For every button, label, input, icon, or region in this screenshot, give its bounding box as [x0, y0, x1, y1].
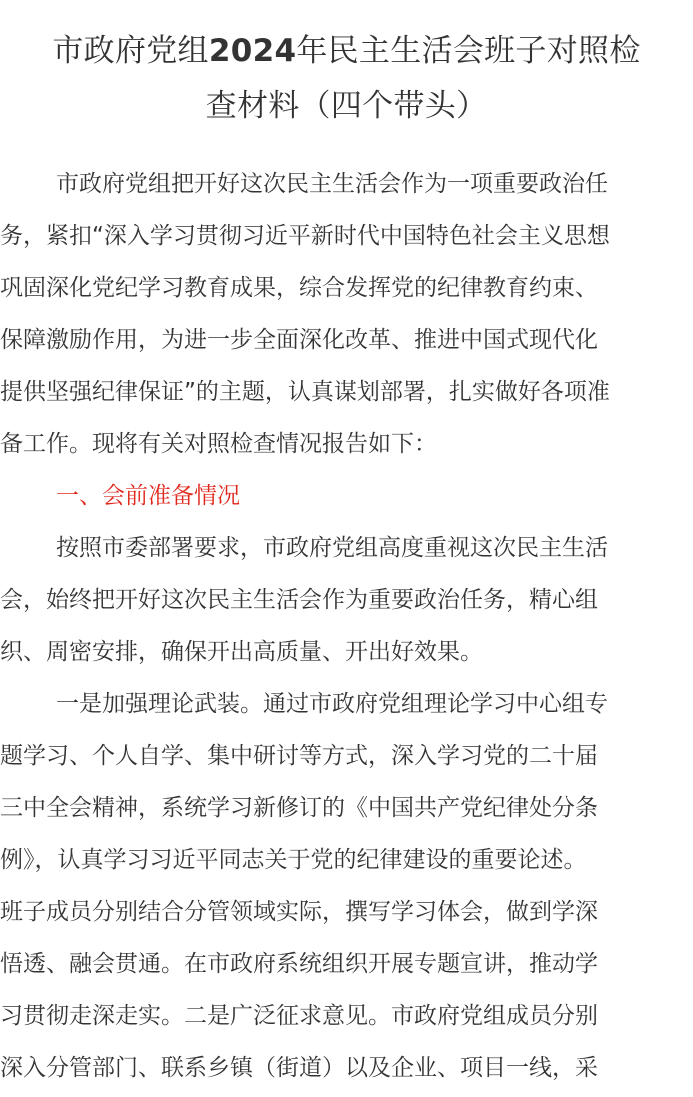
document-title-line-2: 查材料（四个带头） — [205, 88, 488, 124]
title-suffix: 年民主生活会班子对照检 — [296, 33, 641, 69]
paragraph-line: 悟透、融会贯通。在市政府系统组织开展专题宣讲，推动学 — [0, 951, 598, 977]
paragraph-line: 习贯彻走深走实。二是广泛征求意见。市政府党组成员分别 — [0, 1003, 598, 1029]
document-title-line-1 — [0, 34, 693, 68]
paragraph-line: 备工作。现将有关对照检查情况报告如下： — [0, 431, 437, 457]
paragraph-line: 织、周密安排，确保开出高质量、开出好效果。 — [0, 639, 483, 665]
paragraph-line: 市政府党组把开好这次民主生活会作为一项重要政治任 — [56, 171, 608, 197]
paragraph-line: 会，始终把开好这次民主生活会作为重要政治任务，精心组 — [0, 587, 598, 613]
paragraph-line: 巩固深化党纪学习教育成果，综合发挥党的纪律教育约束、 — [0, 275, 598, 301]
section-heading: 一、会前准备情况 — [56, 483, 240, 509]
paragraph-line: 提供坚强纪律保证”的主题，认真谋划部署，扎实做好各项准 — [0, 379, 610, 405]
paragraph-line: 班子成员分别结合分管领域实际，撰写学习体会，做到学深 — [0, 899, 598, 925]
paragraph-line: 按照市委部署要求，市政府党组高度重视这次民主生活 — [56, 535, 608, 561]
paragraph-line: 保障激励作用，为进一步全面深化改革、推进中国式现代化 — [0, 327, 598, 353]
paragraph-line: 例》，认真学习习近平同志关于党的纪律建设的重要论述。 — [0, 847, 587, 873]
paragraph-line: 题学习、个人自学、集中研讨等方式，深入学习党的二十届 — [0, 743, 598, 769]
paragraph-line: 一是加强理论武装。通过市政府党组理论学习中心组专 — [56, 691, 608, 717]
paragraph-line: 三中全会精神，系统学习新修订的《中国共产党纪律处分条 — [0, 795, 598, 821]
paragraph-line: 深入分管部门、联系乡镇（街道）以及企业、项目一线，采 — [0, 1055, 598, 1081]
paragraph-line: 务，紧扣“深入学习贯彻习近平新时代中国特色社会主义思想 — [0, 223, 610, 249]
title-prefix: 市政府党组 — [52, 33, 209, 69]
title-year: 2024 — [208, 33, 297, 69]
